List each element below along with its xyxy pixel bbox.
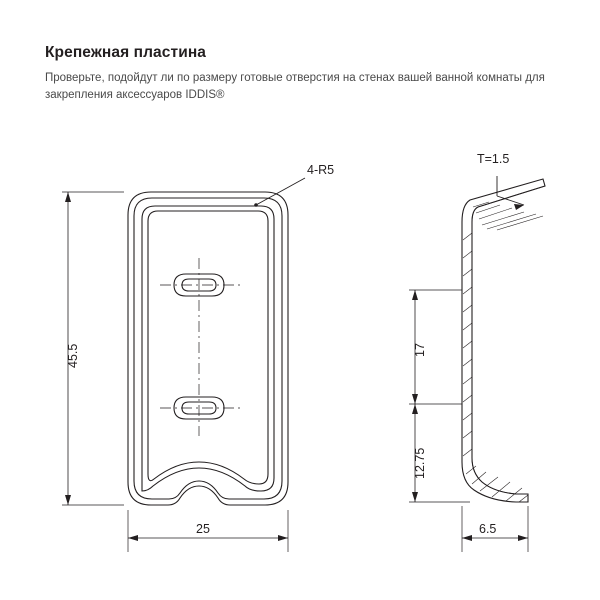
side-view bbox=[462, 179, 545, 502]
page-title: Крепежная плаcтина bbox=[45, 44, 207, 61]
label-radius: 4-R5 bbox=[307, 163, 335, 177]
thickness-leader bbox=[497, 176, 524, 210]
side-hatching-bottom bbox=[466, 466, 528, 502]
front-outline-outer bbox=[128, 192, 288, 505]
front-outline-mid bbox=[134, 198, 282, 499]
label-dim-upper: 17 bbox=[413, 343, 427, 357]
page-subtitle: Проверьте, подойдут ли по размеру готовые отверстия на стенах вашей ванной комнаты для закрепления аксессуаров IDDIS® bbox=[45, 72, 545, 101]
front-centerline bbox=[160, 258, 240, 436]
side-outline bbox=[462, 179, 545, 502]
side-lip-line bbox=[472, 458, 528, 494]
label-dim-lower: 12.75 bbox=[413, 447, 427, 479]
side-hatching-top bbox=[473, 202, 543, 230]
label-height: 45.5 bbox=[66, 343, 80, 368]
label-depth: 6.5 bbox=[479, 522, 497, 536]
front-outline-inner2 bbox=[148, 211, 268, 484]
label-thickness: T=1.5 bbox=[477, 152, 510, 166]
front-outline-inner bbox=[142, 206, 274, 491]
side-hatching-body bbox=[463, 233, 472, 456]
label-width: 25 bbox=[196, 522, 210, 536]
front-view bbox=[128, 192, 288, 505]
